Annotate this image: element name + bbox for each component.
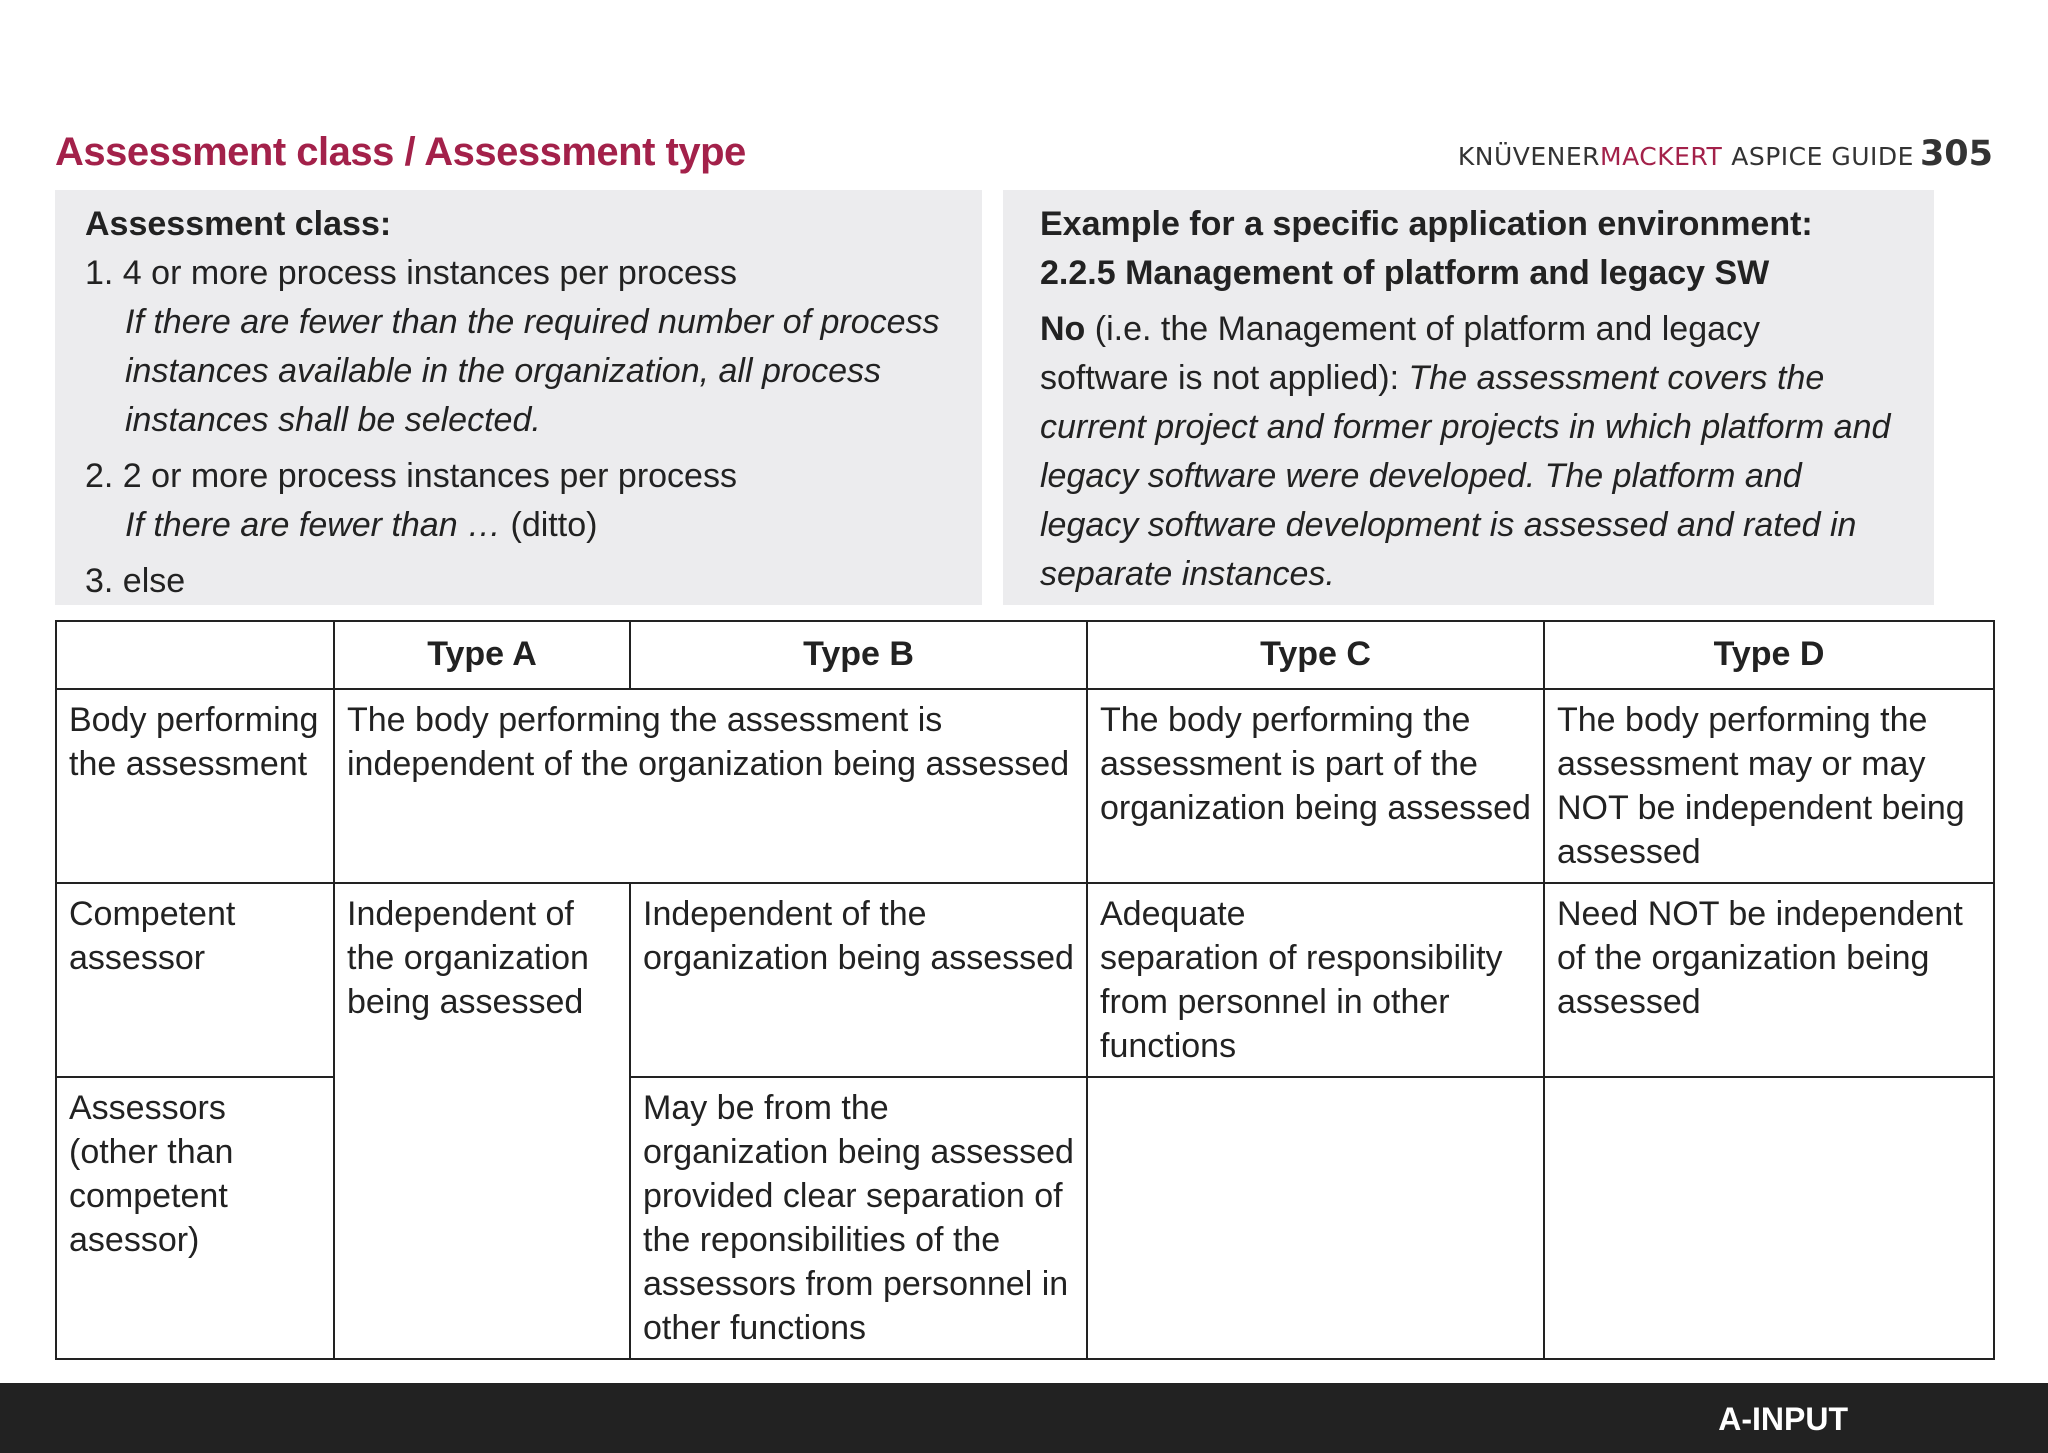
row-label-body: Body performing the assessment (56, 689, 334, 883)
example-box (1003, 190, 1934, 605)
header-type-d: Type D (1544, 621, 1994, 689)
footer-section-label: A-INPUT (1718, 1401, 1848, 1437)
cell-assessors-type-c (1087, 1077, 1544, 1359)
class-item-1-note-line1: If there are fewer than the required number of process (125, 303, 940, 341)
example-body (1040, 305, 1897, 599)
example-italic-text: The assessment covers the current project and former projects in which platform and legacy software were developed. The platform and legacy software development is assessed and rated in separate instances. (1040, 359, 1891, 593)
cell-assessors-type-d (1544, 1077, 1994, 1359)
header-type-c: Type C (1087, 621, 1544, 689)
brand-name-part2: MACKERT (1600, 142, 1723, 171)
example-subheading: 2.2.5 Management of platform and legacy SW (1040, 254, 1770, 292)
class-item-1-note-line3: instances shall be selected. (125, 401, 541, 439)
row-label-competent-assessor: Competent assessor (56, 883, 334, 1077)
page-title: Assessment class / Assessment type (55, 130, 746, 174)
class-item-1-note-line2: instances available in the organization, all process (125, 352, 882, 390)
footer-bar (0, 1383, 2048, 1453)
class-item-2-note-italic: If there are fewer than … (125, 506, 502, 544)
assessment-type-table (55, 620, 1995, 1360)
row-label-assessors: Assessors (other than competent asessor) (56, 1077, 334, 1359)
example-no-label: No (1040, 310, 1086, 348)
cell-body-type-ab: The body performing the assessment is independent of the organization being assessed (334, 689, 1087, 883)
cell-body-type-d: The body performing the assessment may or may NOT be independent being assessed (1544, 689, 1994, 883)
brand-header (1458, 134, 1993, 174)
class-item-2: 2. 2 or more process instances per process (85, 457, 737, 495)
cell-competent-type-c (1087, 883, 1544, 1077)
cell-competent-type-b: Independent of the organization being assessed (630, 883, 1087, 1077)
class-item-2-note (85, 501, 952, 550)
table-row (56, 689, 1994, 883)
header-type-a: Type A (334, 621, 630, 689)
class-item-2-note-plain: (ditto) (501, 506, 598, 544)
assessment-class-box (55, 190, 982, 605)
cell-competent-type-a: Independent of the organization being assessed (334, 883, 630, 1359)
brand-name-part1: KNÜVENER (1457, 142, 1601, 171)
brand-guide-label: ASPICE GUIDE (1731, 142, 1914, 171)
example-heading: Example for a specific application environment: (1040, 205, 1813, 243)
table-header-row (56, 621, 1994, 689)
header-type-b: Type B (630, 621, 1087, 689)
page-number: 305 (1919, 134, 1993, 174)
example-plain-text: (i.e. the Management of platform and legacy software is not applied): (1040, 310, 1761, 397)
cell-body-type-c: The body performing the assessment is part of the organization being assessed (1087, 689, 1544, 883)
class-item-3: 3. else (85, 562, 186, 600)
cell-competent-type-c-line1: Adequate (1100, 895, 1246, 933)
cell-competent-type-c-line2: separation of responsibility from personnel in other functions (1100, 939, 1503, 1065)
cell-assessors-type-b: May be from the organization being assessed provided clear separation of the reponsibilities of the assessors from personnel in other functions (630, 1077, 1087, 1359)
assessment-class-heading: Assessment class: (85, 205, 392, 243)
header-empty-cell (56, 621, 334, 689)
cell-competent-type-d: Need NOT be independent of the organization being assessed (1544, 883, 1994, 1077)
class-item-1: 1. 4 or more process instances per process (85, 254, 737, 292)
table-row (56, 883, 1994, 1077)
